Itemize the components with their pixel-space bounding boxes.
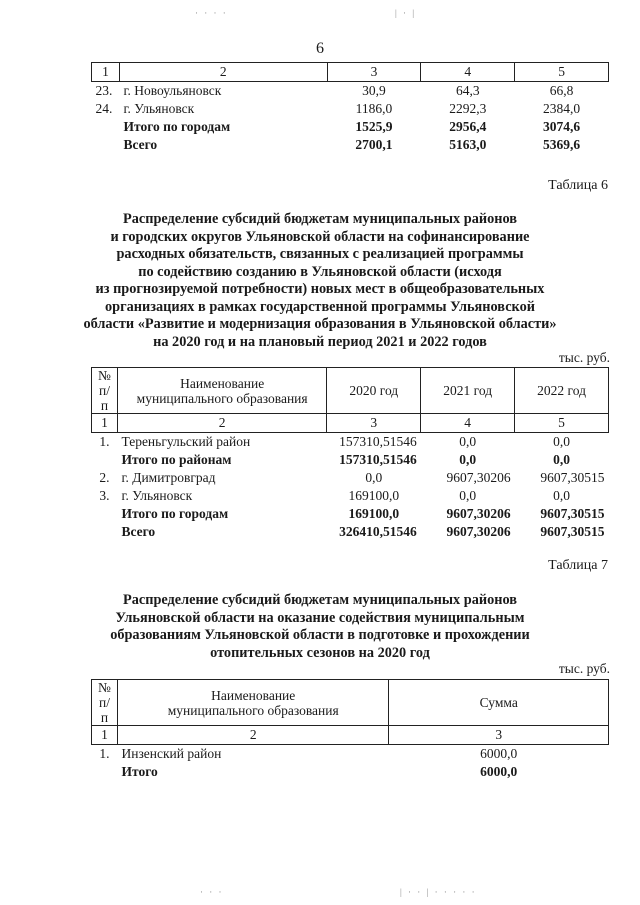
table-7 <box>91 679 609 781</box>
table-7-header-row <box>92 680 609 726</box>
col-2020-header: 2020 год <box>327 368 421 414</box>
table-7-index-row: 1 2 3 <box>92 726 609 745</box>
table-row-subtotal: Итого по городам 1525,9 2956,4 3074,6 <box>123 119 581 134</box>
col-num-header: № п/п <box>92 368 118 414</box>
table-5-index-row: 1 2 3 4 5 <box>92 63 609 82</box>
col-num-header: № п/п <box>92 680 118 726</box>
table-6-index-row: 1 2 3 4 5 <box>92 414 609 433</box>
table-row-subtotal: Итого по районам 157310,51546 0,0 0,0 <box>121 452 570 467</box>
table-row: 1. Инзенский район 6000,0 <box>99 746 518 761</box>
table-6-label: Таблица 6 <box>548 178 608 193</box>
table-row-subtotal: Итого по городам 169100,0 9607,30206 9607,30515 <box>121 506 605 521</box>
table-6 <box>91 367 609 541</box>
table-row: 1. Тереньгульский район 157310,51546 0,0 0,0 <box>99 434 570 449</box>
table-7-title: Распределение субсидий бюджетам муниципальных районов Ульяновской области на оказание содействия муниципальным образованиям Ульяновской области в подготовке и прохождении отопительных сезонов на 2020 год <box>110 592 530 661</box>
table-6-header-row <box>92 368 609 414</box>
table-5-continuation <box>91 62 609 154</box>
table-row-total: Всего 326410,51546 9607,30206 9607,30515 <box>121 524 605 539</box>
table-row: 24. г. Ульяновск 1186,0 2292,3 2384,0 <box>95 101 581 116</box>
table-7-units: тыс. руб. <box>558 661 610 676</box>
col-name-header: Наименование муниципального образования <box>117 680 389 726</box>
scan-artifact: · · · · <box>195 8 228 18</box>
table-row-total: Итого 6000,0 <box>121 764 518 779</box>
table-6-units: тыс. руб. <box>558 350 610 365</box>
col-2021-header: 2021 год <box>421 368 515 414</box>
table-7-label: Таблица 7 <box>548 558 608 573</box>
col-2022-header: 2022 год <box>515 368 609 414</box>
table-row: 23. г. Новоульяновск 30,9 64,3 66,8 <box>95 83 574 98</box>
table-row: 2. г. Димитровград 0,0 9607,30206 9607,30515 <box>99 470 605 485</box>
table-row-total: Всего 2700,1 5163,0 5369,6 <box>123 137 581 152</box>
table-row: 3. г. Ульяновск 169100,0 0,0 0,0 <box>99 488 570 503</box>
scan-artifact: | · | <box>395 8 417 18</box>
col-name-header: Наименование муниципального образования <box>117 368 326 414</box>
page-number: 6 <box>316 40 324 57</box>
col-sum-header: Сумма <box>389 680 609 726</box>
scan-artifact: · · · <box>200 887 224 897</box>
scan-artifact: | · · | · · · · · <box>400 887 477 897</box>
table-6-title: Распределение субсидий бюджетам муниципальных районов и городских округов Ульяновской области на софинансирование расходных обязательств, связанных с реализацией программы по содействию созданию в Ульяновской области (исходя из прогнозируемой потребности) новых мест в общеобразовательных организациях в рамках государственной программы Ульяновской области «Развитие и модернизация образования в Ульяновской области» на 2020 год и на плановый период 2021 и 2022 годов <box>83 211 557 350</box>
